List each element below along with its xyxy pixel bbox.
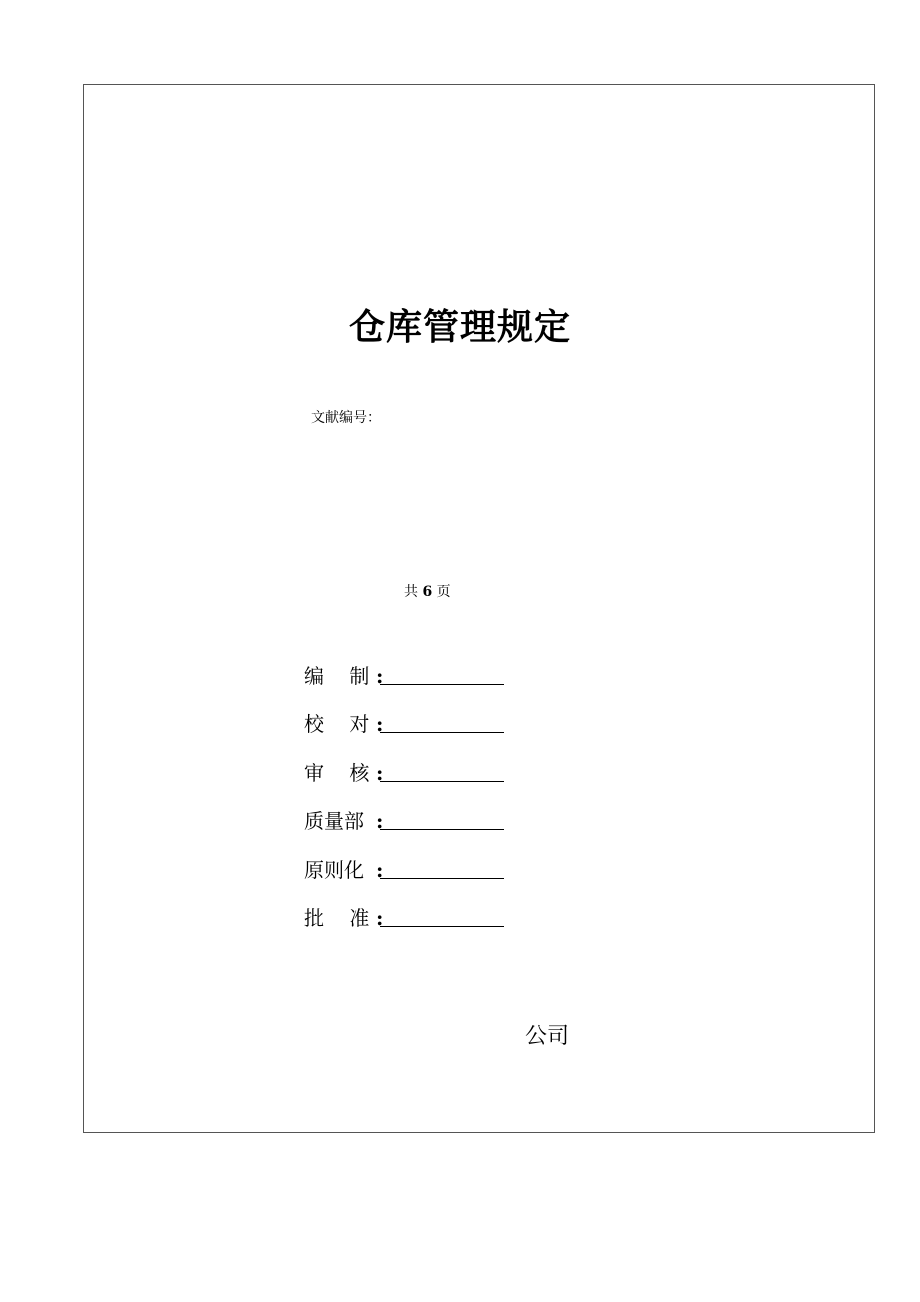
signature-row-approval [304, 902, 504, 950]
signature-row-compiled [304, 660, 504, 708]
page-count-prefix: 共 [404, 584, 418, 600]
page-count [404, 582, 451, 602]
signature-colon: : [376, 712, 384, 737]
signature-blank-line[interactable] [380, 660, 504, 685]
signature-row-proofread [304, 708, 504, 756]
cover-frame [83, 84, 875, 1133]
signature-colon: : [376, 905, 384, 930]
signature-colon: : [376, 760, 384, 785]
document-title: 仓库管理规定 [348, 307, 571, 348]
signature-label: 审 核 [304, 760, 370, 785]
signature-label: 质量部 [304, 809, 364, 834]
signature-colon: : [376, 809, 384, 834]
company-name: 公司 [525, 1024, 570, 1049]
signature-blank-line[interactable] [380, 757, 504, 782]
signature-list [304, 660, 504, 950]
signature-blank-line[interactable] [380, 854, 504, 879]
signature-label: 批 准 [304, 905, 370, 930]
page-count-number: 6 [422, 584, 433, 600]
signature-label: 原则化 [304, 857, 364, 882]
signature-row-quality [304, 805, 504, 853]
page-count-suffix: 页 [436, 584, 451, 600]
signature-colon: : [376, 664, 384, 688]
signature-row-standardization [304, 854, 504, 902]
signature-blank-line[interactable] [380, 708, 504, 733]
signature-colon: : [376, 857, 384, 882]
signature-row-review [304, 757, 504, 805]
document-number-label: 文献编号： [311, 410, 381, 426]
signature-blank-line[interactable] [380, 902, 504, 927]
signature-label: 编 制 [304, 664, 370, 688]
signature-label: 校 对 [304, 712, 370, 737]
signature-blank-line[interactable] [380, 805, 504, 830]
